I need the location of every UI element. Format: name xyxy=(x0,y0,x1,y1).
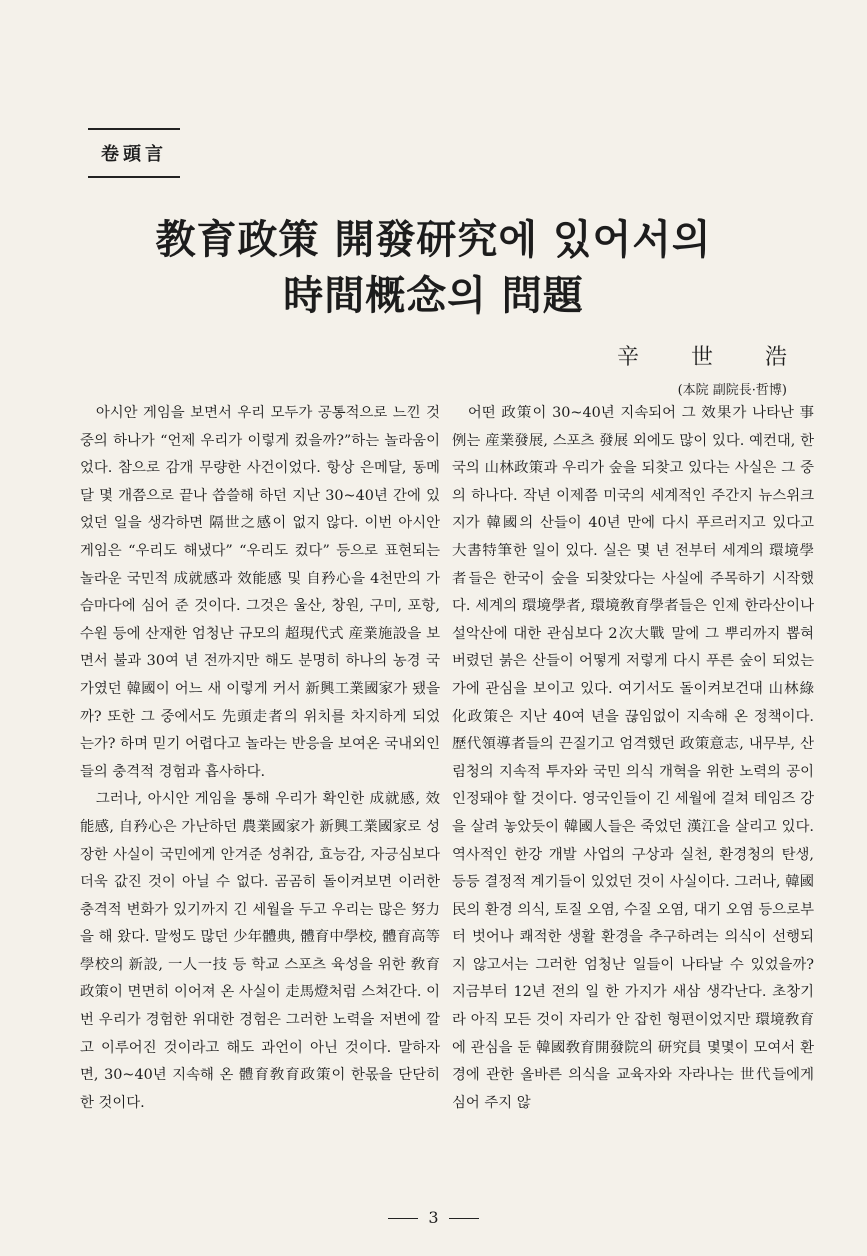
author-block xyxy=(527,340,839,398)
paragraph: 아시안 게임을 보면서 우리 모두가 공통적으로 느낀 것 중의 하나가 “언제 우리가 이렇게 컸을까?”하는 놀라움이었다. 참으로 감개 무량한 사건이었다. 항상 은메달, 동메달 몇 개쯤으로 끝나 씁쓸해 하던 지난 30~40년 간에 있었던 일을 생각하면 隔世之感이 없지 않다. 이번 아시안 게임은 “우리도 해냈다” “우리도 컸다” 등으로 표현되는 놀라운 국민적 成就感과 效能感 및 自矜心을 4천만의 가슴마다에 심어 준 것이다. 그것은 울산, 창원, 구미, 포항, 수원 등에 산재한 엄청난 규모의 超現代式 産業施設을 보면서 불과 30여 년 전까지만 해도 분명히 하나의 농경 국가였던 韓國이 어느 새 이렇게 커서 新興工業國家가 됐을까? 또한 그 중에서도 先頭走者의 위치를 차지하게 되었는가? 하며 믿기 어렵다고 놀라는 반응을 보여온 국내외인들의 충격적 경험과 흡사하다. xyxy=(80,405,440,780)
paragraph: 어떤 政策이 30~40년 지속되어 그 效果가 나타난 事例는 産業發展, 스포츠 發展 외에도 많이 있다. 예컨대, 한국의 山林政策과 우리가 숲을 되찾고 있다는 사실은 그 중의 하나다. 작년 이제쯤 미국의 세계적인 주간지 뉴스위크지가 韓國의 산들이 40년 만에 다시 푸르러지고 있다고 大書特筆한 일이 있다. 실은 몇 년 전부터 세계의 環境學者들은 한국이 숲을 되찾았다는 사실에 주목하기 시작했다. 세계의 環境學者, 環境敎育學者들은 인제 한라산이나 설악산에 대한 관심보다 2次大戰 말에 그 뿌리까지 뽑혀 버렸던 붉은 산들이 어떻게 저렇게 다시 푸른 숲이 되었는가에 관심을 보이고 있다. 여기서도 돌이켜보건대 山林綠化政策은 지난 40여 년을 끊임없이 지속해 온 정책이다. 歷代領導者들의 끈질기고 엄격했던 政策意志, 내무부, 산림청의 지속적 투자와 국민 의식 개혁을 위한 노력의 공이 인정돼야 할 것이다. 영국인들이 긴 세월에 걸쳐 테임즈 강을 살려 놓았듯이 韓國人들은 죽었던 漢江을 살리고 있다. 역사적인 한강 개발 사업의 구상과 실천, 환경청의 탄생, 등등 결정적 계기들이 있었던 것이 사실이다. 그러나, 韓國民의 환경 의식, 토질 오염, 수질 오염, 대기 오염 등으로부터 벗어나 쾌적한 생활 환경을 추구하려는 의식이 선행되지 않고서는 그러한 엄청난 일들이 나타날 수 있었을까? 지금부터 12년 전의 일 한 가지가 새삼 생각난다. 초창기라 아직 모든 것이 자리가 안 잡힌 형편이었지만 環境敎育에 관심을 둔 韓國敎育開發院의 研究員 몇몇이 모여서 환경에 관한 올바른 의식을 교육자와 자라나는 世代들에게 심어 주지 않 xyxy=(452,405,814,1111)
article-title xyxy=(0,212,867,324)
paragraph: 그러나, 아시안 게임을 통해 우리가 확인한 成就感, 效能感, 自矜心은 가난하던 農業國家가 新興工業國家로 성장한 사실이 국민에게 안겨준 성취감, 효능감, 자긍심보다 더욱 값진 것이 아닐 수 없다. 곰곰히 돌이켜보면 이러한 충격적 변화가 있기까지 긴 세월을 두고 우리는 많은 努力을 해 왔다. 말썽도 많던 少年體典, 體育中學校, 體育高等學校의 新設, 一人一技 등 학교 스포츠 육성을 위한 敎育政策이 면면히 이어져 온 사실이 走馬燈처럼 스쳐간다. 이번 우리가 경험한 위대한 경험은 그러한 노력을 저변에 깔고 이루어진 것이라고 해도 과언이 아닌 것이다. 말하자면, 30~40년 지속해 온 體育敎育政策이 한몫을 단단히 한 것이다. xyxy=(80,791,440,1111)
section-label xyxy=(88,128,180,178)
page-number-text: 3 xyxy=(428,1208,439,1227)
author-affiliation: (本院 副院長·哲博) xyxy=(677,383,787,398)
page-number xyxy=(0,1208,867,1227)
left-column xyxy=(80,400,440,1117)
dash-right xyxy=(449,1218,479,1220)
author-name: 辛世浩 xyxy=(616,345,839,370)
bottom-rule xyxy=(88,176,180,178)
top-rule xyxy=(88,128,180,130)
title-line-1: 教育政策 開發研究에 있어서의 xyxy=(155,216,712,263)
section-label-text: 卷頭言 xyxy=(101,144,167,165)
dash-left xyxy=(388,1218,418,1220)
title-line-2: 時間概念의 問題 xyxy=(283,272,584,319)
right-column xyxy=(452,400,814,1117)
